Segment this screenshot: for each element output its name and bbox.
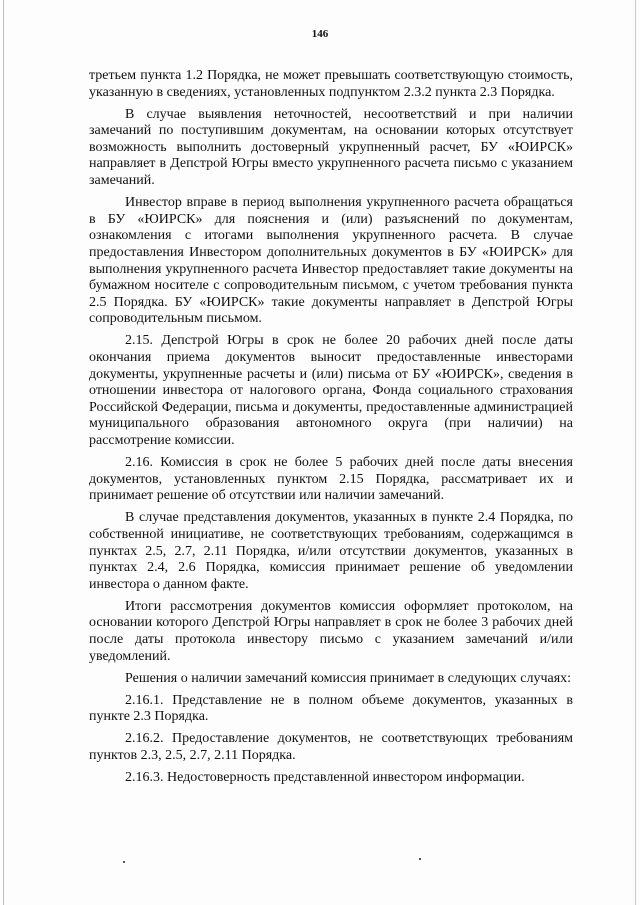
paragraph-decision-cases: Решения о наличии замечаний комиссия принимает в следующих случаях: xyxy=(125,670,572,686)
paragraph-notification: В случае представления документов, указанных в пункте 2.4 Порядка, по собственной инициативе, не соответствующих требованиям, содержащимся в пунктах 2.5, 2.7, 2.11 Порядка, и/или отсутствии документов, указанных в пунктах 2.4, 2.6 Порядка, комиссия принимает решение об уведомлении инвестора о данном факте. xyxy=(89,510,573,592)
paragraph-2-16-3: 2.16.3. Недостоверность представленной инвестором информации. xyxy=(125,770,525,786)
paragraph-investor-rights: Инвестор вправе в период выполнения укрупненного расчета обращаться в БУ «ЮИРСК» для пояснения и (или) разъяснений по документам, ознакомления с итогами выполнения укрупненного расчета. В случае предоставления Инвестором дополнительных документов в БУ «ЮИРСК» для выполнения укрупненного расчета Инвестор предоставляет такие документы на бумажном носителе с сопроводительным письмом, с учетом требования пункта 2.5 Порядка. БУ «ЮИРСК» такие документы направляет в Депстрой Югры сопроводительным письмом. xyxy=(89,195,573,327)
paragraph-2-15: 2.15. Депстрой Югры в срок не более 20 рабочих дней после даты окончания приема документов выносит предоставленные инвесторами документы, укрупненные расчеты и (или) письма от БУ «ЮИРСК», сведения в отношении инвестора от налогового органа, Фонда социального страхования Российской Федерации, письма и документы, предоставленные администрацией муниципального образования автономного округа (при наличии) на рассмотрение комиссии. xyxy=(89,333,573,448)
paragraph-2-16-2: 2.16.2. Предоставление документов, не соответствующих требованиям пунктов 2.3, 2.5, 2.7, 2.11 Порядка. xyxy=(89,731,573,764)
paragraph-protocol: Итоги рассмотрения документов комиссия оформляет протоколом, на основании которого Депстрой Югры направляет в срок не более 3 рабочих дней после даты протокола инвестору письмо с указанием замечаний и/или уведомлений. xyxy=(89,598,573,664)
paragraph-2-16-1: 2.16.1. Представление не в полном объеме документов, указанных в пункте 2.3 Порядка. xyxy=(89,692,573,725)
paragraph-continuation: третьем пункта 1.2 Порядка, не может превышать соответствующую стоимость, указанную в сведениях, установленных подпунктом 2.3.2 пункта 2.3 Порядка. xyxy=(89,68,573,100)
body-text xyxy=(89,68,573,792)
scan-speck-right xyxy=(419,858,421,860)
scan-speck-left xyxy=(123,861,125,863)
paragraph-remarks: В случае выявления неточностей, несоответствий и при наличии замечаний по поступившим документам, на основании которых отсутствует возможность выполнить достоверный укрупненный расчет, БУ «ЮИРСК» направляет в Депстрой Югры вместо укрупненного расчета письмо с указанием замечаний. xyxy=(89,106,573,189)
scan-edge-right xyxy=(635,0,636,905)
paragraph-2-16: 2.16. Комиссия в срок не более 5 рабочих дней после даты внесения документов, установленных пунктом 2.15 Порядка, рассматривает их и принимает решение об отсутствии или наличии замечаний. xyxy=(89,455,573,504)
scan-edge-left xyxy=(3,0,4,905)
page-number: 146 xyxy=(311,28,329,40)
